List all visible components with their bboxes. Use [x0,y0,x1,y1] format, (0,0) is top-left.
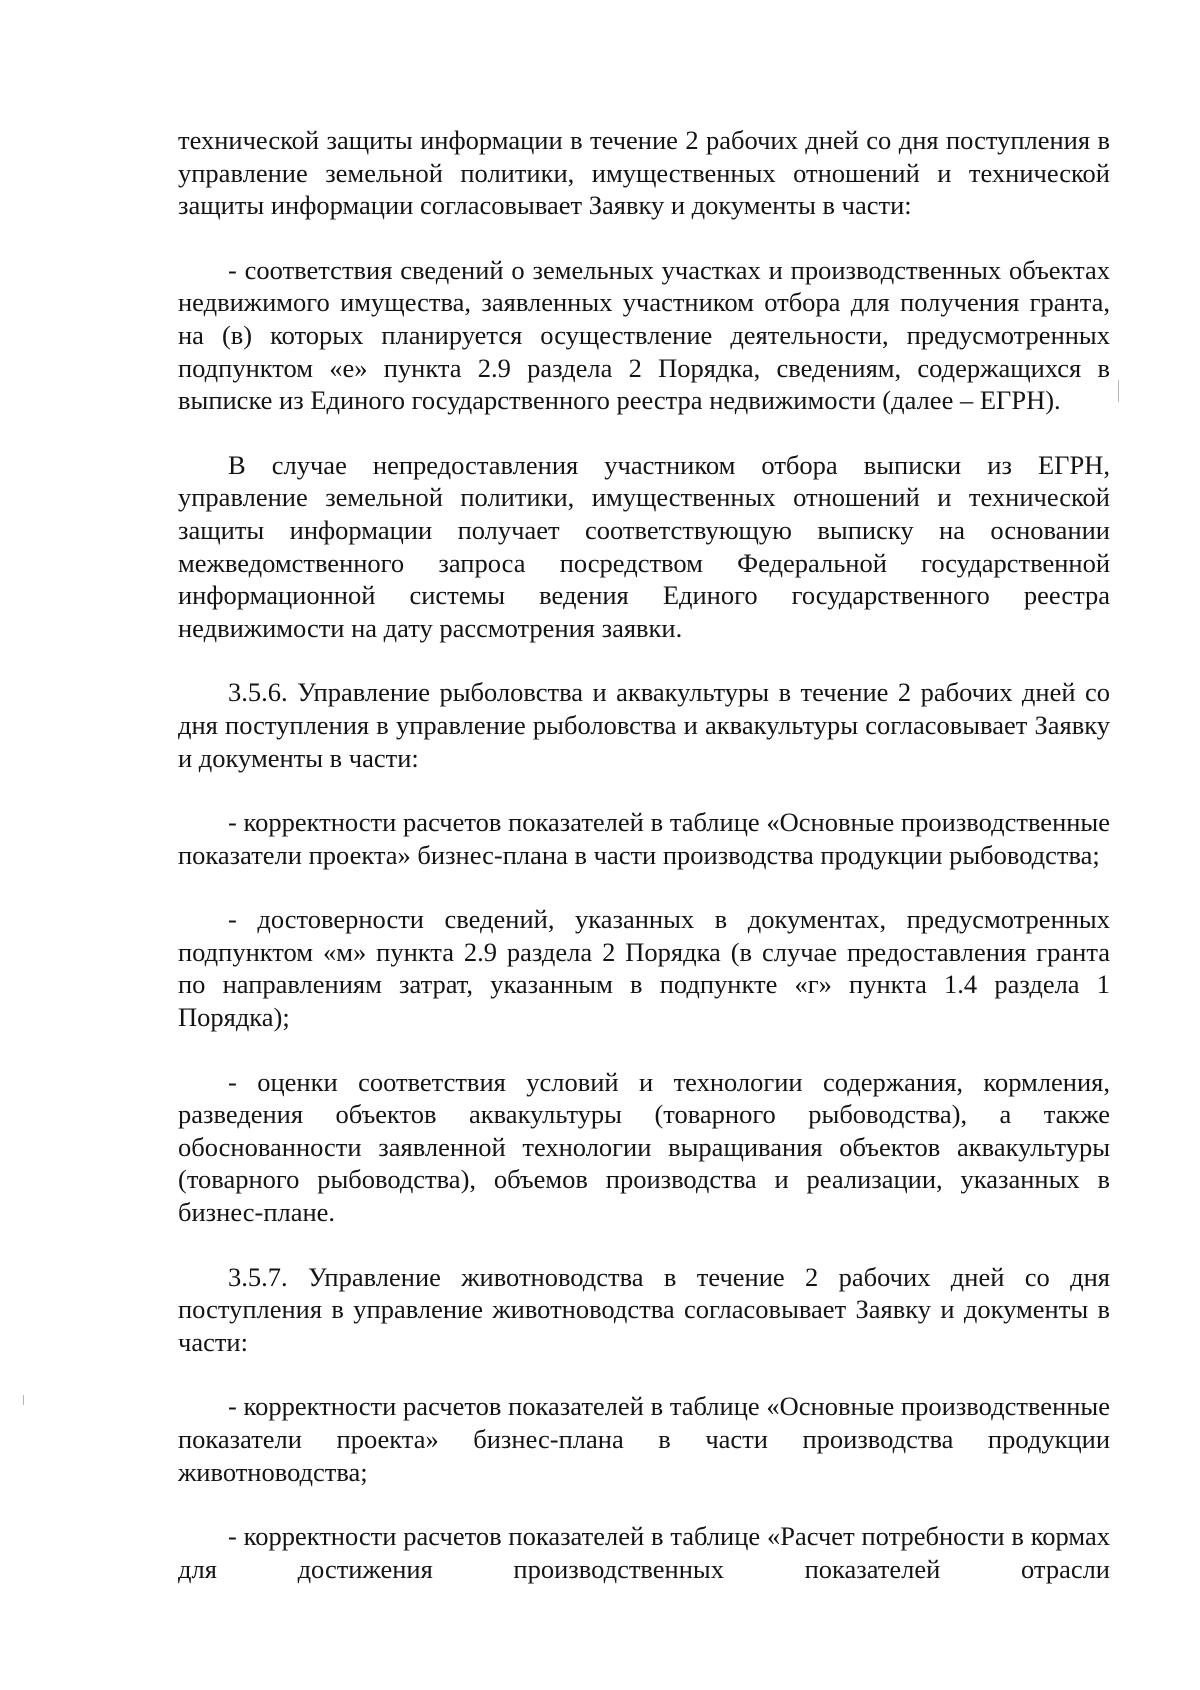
paragraph-6: - достоверности сведений, указанных в документах, предусмотренных подпунктом «м» пункта 2.9 раздела 2 Порядка (в случае предоставления гранта по направлениям затрат, указанным в подпункте «г» пункта 1.4 раздела 1 Порядка); [178,904,1110,1033]
paragraph-9: - корректности расчетов показателей в таблице «Основные производственные показатели проекта» бизнес-плана в части производства продукции животноводства; [178,1391,1110,1487]
paragraph-1: технической защиты информации в течение 2 рабочих дней со дня поступления в управление земельной политики, имущественных отношений и технической защиты информации согласовывает Заявку и документы в части: [178,125,1110,221]
scan-artifact-mark [23,1395,24,1405]
paragraph-5: - корректности расчетов показателей в таблице «Основные производственные показатели проекта» бизнес-плана в части производства продукции рыбоводства; [178,807,1110,870]
document-page [178,124,1110,1585]
paragraph-4: 3.5.6. Управление рыболовства и аквакультуры в течение 2 рабочих дней со дня поступления в управление рыболовства и аквакультуры согласовывает Заявку и документы в части: [178,677,1110,773]
paragraph-2: - соответствия сведений о земельных участках и производственных объектах недвижимого имущества, заявленных участником отбора для получения гранта, на (в) которых планируется осуществление деятельности, предусмотренных подпунктом «е» пункта 2.9 раздела 2 Порядка, сведениям, содержащихся в выписке из Единого государственного реестра недвижимости (далее – ЕГРН). [178,254,1110,416]
paragraph-3: В случае непредоставления участником отбора выписки из ЕГРН, управление земельной политики, имущественных отношений и технической защиты информации получает соответствующую выписку на основании межведомственного запроса посредством Федеральной государственной информационной системы ведения Единого государственного реестра недвижимости на дату рассмотрения заявки. [178,449,1110,643]
paragraph-10: - корректности расчетов показателей в таблице «Расчет потребности в кормах для достижения производственных показателей отрасли [178,1521,1110,1584]
scan-artifact-mark [1118,380,1119,402]
paragraph-8: 3.5.7. Управление животноводства в течение 2 рабочих дней со дня поступления в управление животноводства согласовывает Заявку и документы в части: [178,1261,1110,1357]
paragraph-7: - оценки соответствия условий и технологии содержания, кормления, разведения объектов аквакультуры (товарного рыбоводства), а также обоснованности заявленной технологии выращивания объектов аквакультуры (товарного рыбоводства), объемов производства и реализации, указанных в бизнес-плане. [178,1066,1110,1228]
